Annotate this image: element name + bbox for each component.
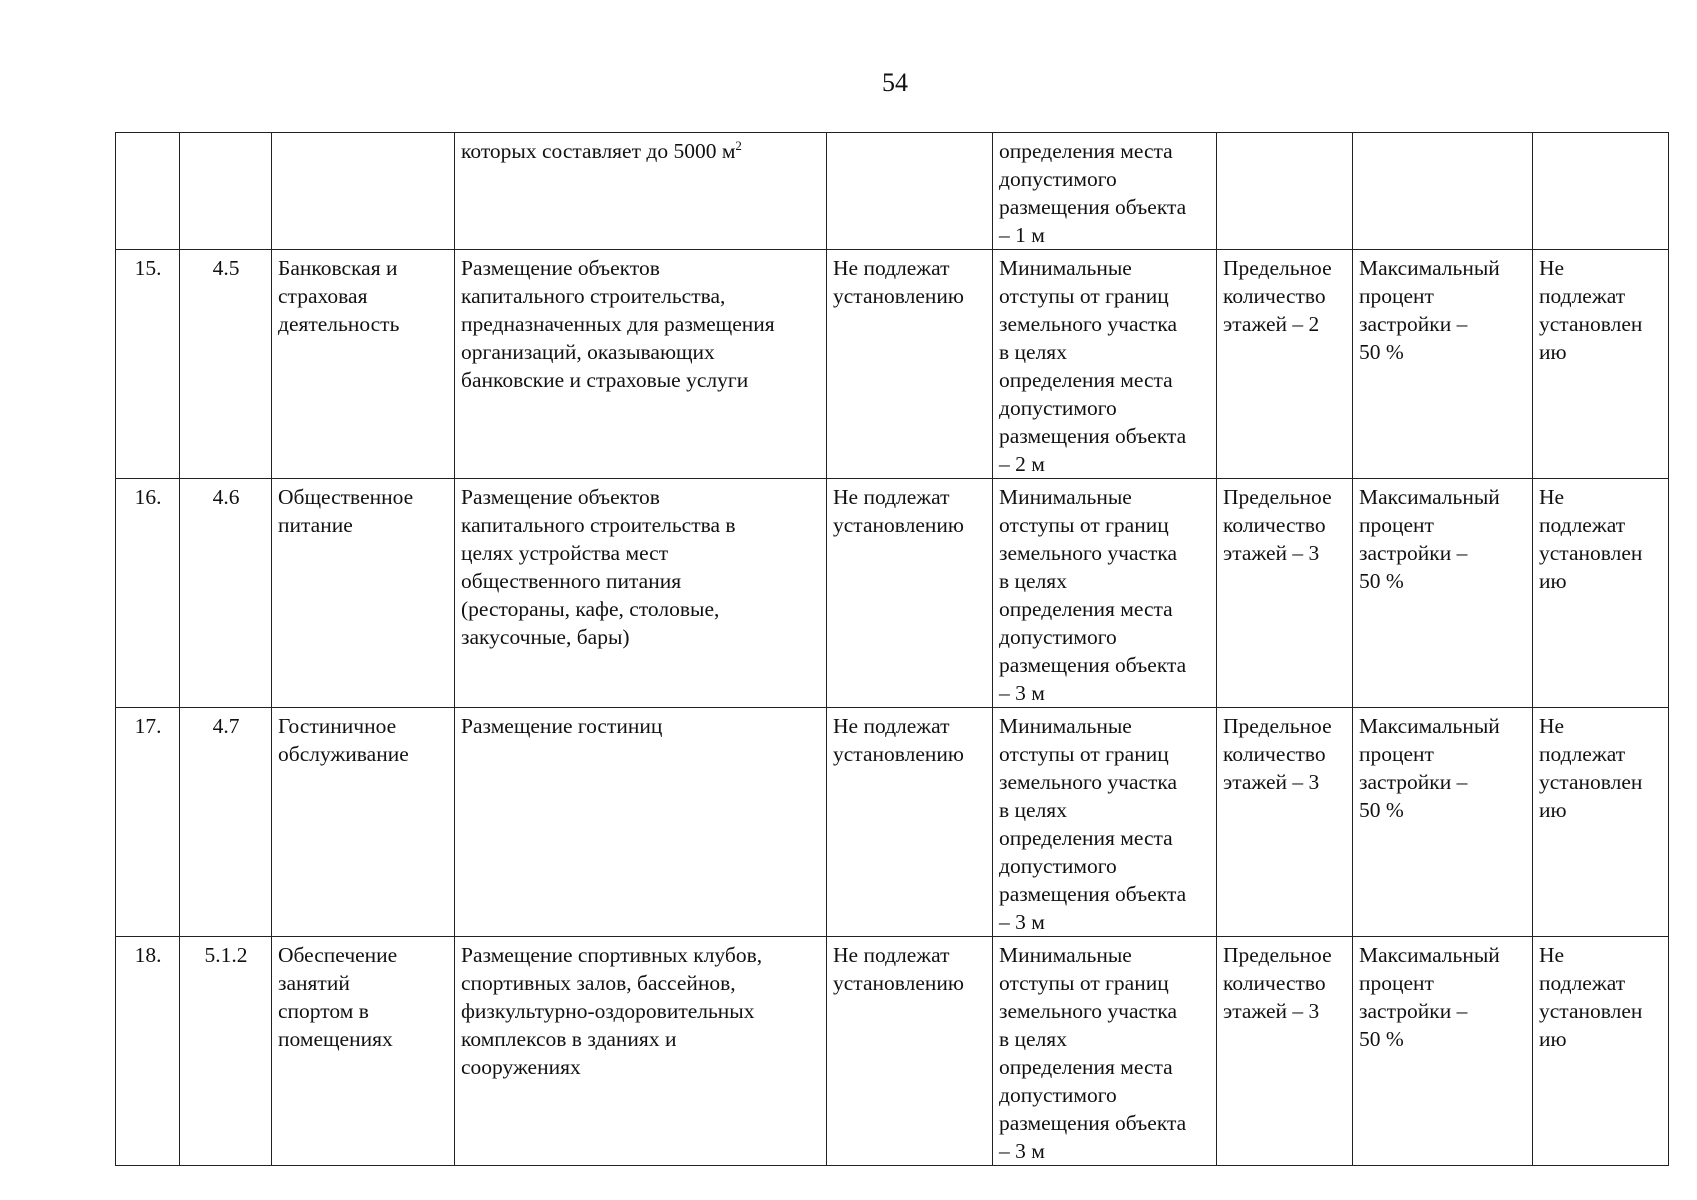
cell-coverage: Максимальный процент застройки – 50 % xyxy=(1353,937,1533,1166)
cell-setbacks: Минимальные отступы от границ земельного участка в целях определения места допустимого размещения объекта – 3 м xyxy=(993,937,1217,1166)
cell-code: 4.6 xyxy=(180,479,272,708)
cell-description: Размещение спортивных клубов, спортивных залов, бассейнов, физкультурно-оздоровительных комплексов в зданиях и сооружениях xyxy=(455,937,827,1166)
cell-coverage: Максимальный процент застройки – 50 % xyxy=(1353,250,1533,479)
cell-plot-size: Не подлежат установлению xyxy=(827,937,993,1166)
cell-floors: Предельное количество этажей – 2 xyxy=(1217,250,1353,479)
cell-floors: Предельное количество этажей – 3 xyxy=(1217,937,1353,1166)
table-row xyxy=(116,479,1669,708)
cell-coverage: Максимальный процент застройки – 50 % xyxy=(1353,708,1533,937)
cell-setbacks: Минимальные отступы от границ земельного участка в целях определения места допустимого размещения объекта – 3 м xyxy=(993,479,1217,708)
cell-setbacks: определения места допустимого размещения объекта – 1 м xyxy=(993,133,1217,250)
cell-number: 15. xyxy=(116,250,180,479)
cell-setbacks: Минимальные отступы от границ земельного участка в целях определения места допустимого размещения объекта – 3 м xyxy=(993,708,1217,937)
cell-floors: Предельное количество этажей – 3 xyxy=(1217,479,1353,708)
cell-other xyxy=(1533,133,1669,250)
cell-description: которых составляет до 5000 $м^2$ xyxy=(455,133,827,250)
cell-number: 17. xyxy=(116,708,180,937)
cell-other: Не подлежат установлен ию xyxy=(1533,708,1669,937)
cell-other: Не подлежат установлен ию xyxy=(1533,479,1669,708)
cell-code: 4.5 xyxy=(180,250,272,479)
cell-floors xyxy=(1217,133,1353,250)
cell-description: Размещение объектов капитального строительства в целях устройства мест общественного питания (рестораны, кафе, столовые, закусочные, бары) xyxy=(455,479,827,708)
cell-description: Размещение объектов капитального строительства, предназначенных для размещения организаций, оказывающих банковские и страховые услуги xyxy=(455,250,827,479)
cell-code xyxy=(180,133,272,250)
continuation-row xyxy=(116,133,1669,250)
cell-name: Обеспечение занятий спортом в помещениях xyxy=(272,937,455,1166)
cell-other: Не подлежат установлен ию xyxy=(1533,250,1669,479)
zoning-regulations-table xyxy=(115,132,1669,1166)
cell-other: Не подлежат установлен ию xyxy=(1533,937,1669,1166)
page-number: 54 xyxy=(882,68,908,97)
cell-plot-size: Не подлежат установлению xyxy=(827,250,993,479)
cell-setbacks: Минимальные отступы от границ земельного участка в целях определения места допустимого размещения объекта – 2 м xyxy=(993,250,1217,479)
cell-number xyxy=(116,133,180,250)
cell-description: Размещение гостиниц xyxy=(455,708,827,937)
cell-plot-size: Не подлежат установлению xyxy=(827,479,993,708)
cell-coverage: Максимальный процент застройки – 50 % xyxy=(1353,479,1533,708)
cell-code: 4.7 xyxy=(180,708,272,937)
cell-name: Гостиничное обслуживание xyxy=(272,708,455,937)
table-row xyxy=(116,708,1669,937)
cell-name xyxy=(272,133,455,250)
cell-plot-size: Не подлежат установлению xyxy=(827,708,993,937)
cell-coverage xyxy=(1353,133,1533,250)
cell-plot-size xyxy=(827,133,993,250)
cell-name: Общественное питание xyxy=(272,479,455,708)
cell-number: 18. xyxy=(116,937,180,1166)
table-row xyxy=(116,250,1669,479)
cell-name: Банковская и страховая деятельность xyxy=(272,250,455,479)
table-row xyxy=(116,937,1669,1166)
cell-number: 16. xyxy=(116,479,180,708)
cell-floors: Предельное количество этажей – 3 xyxy=(1217,708,1353,937)
cell-code: 5.1.2 xyxy=(180,937,272,1166)
